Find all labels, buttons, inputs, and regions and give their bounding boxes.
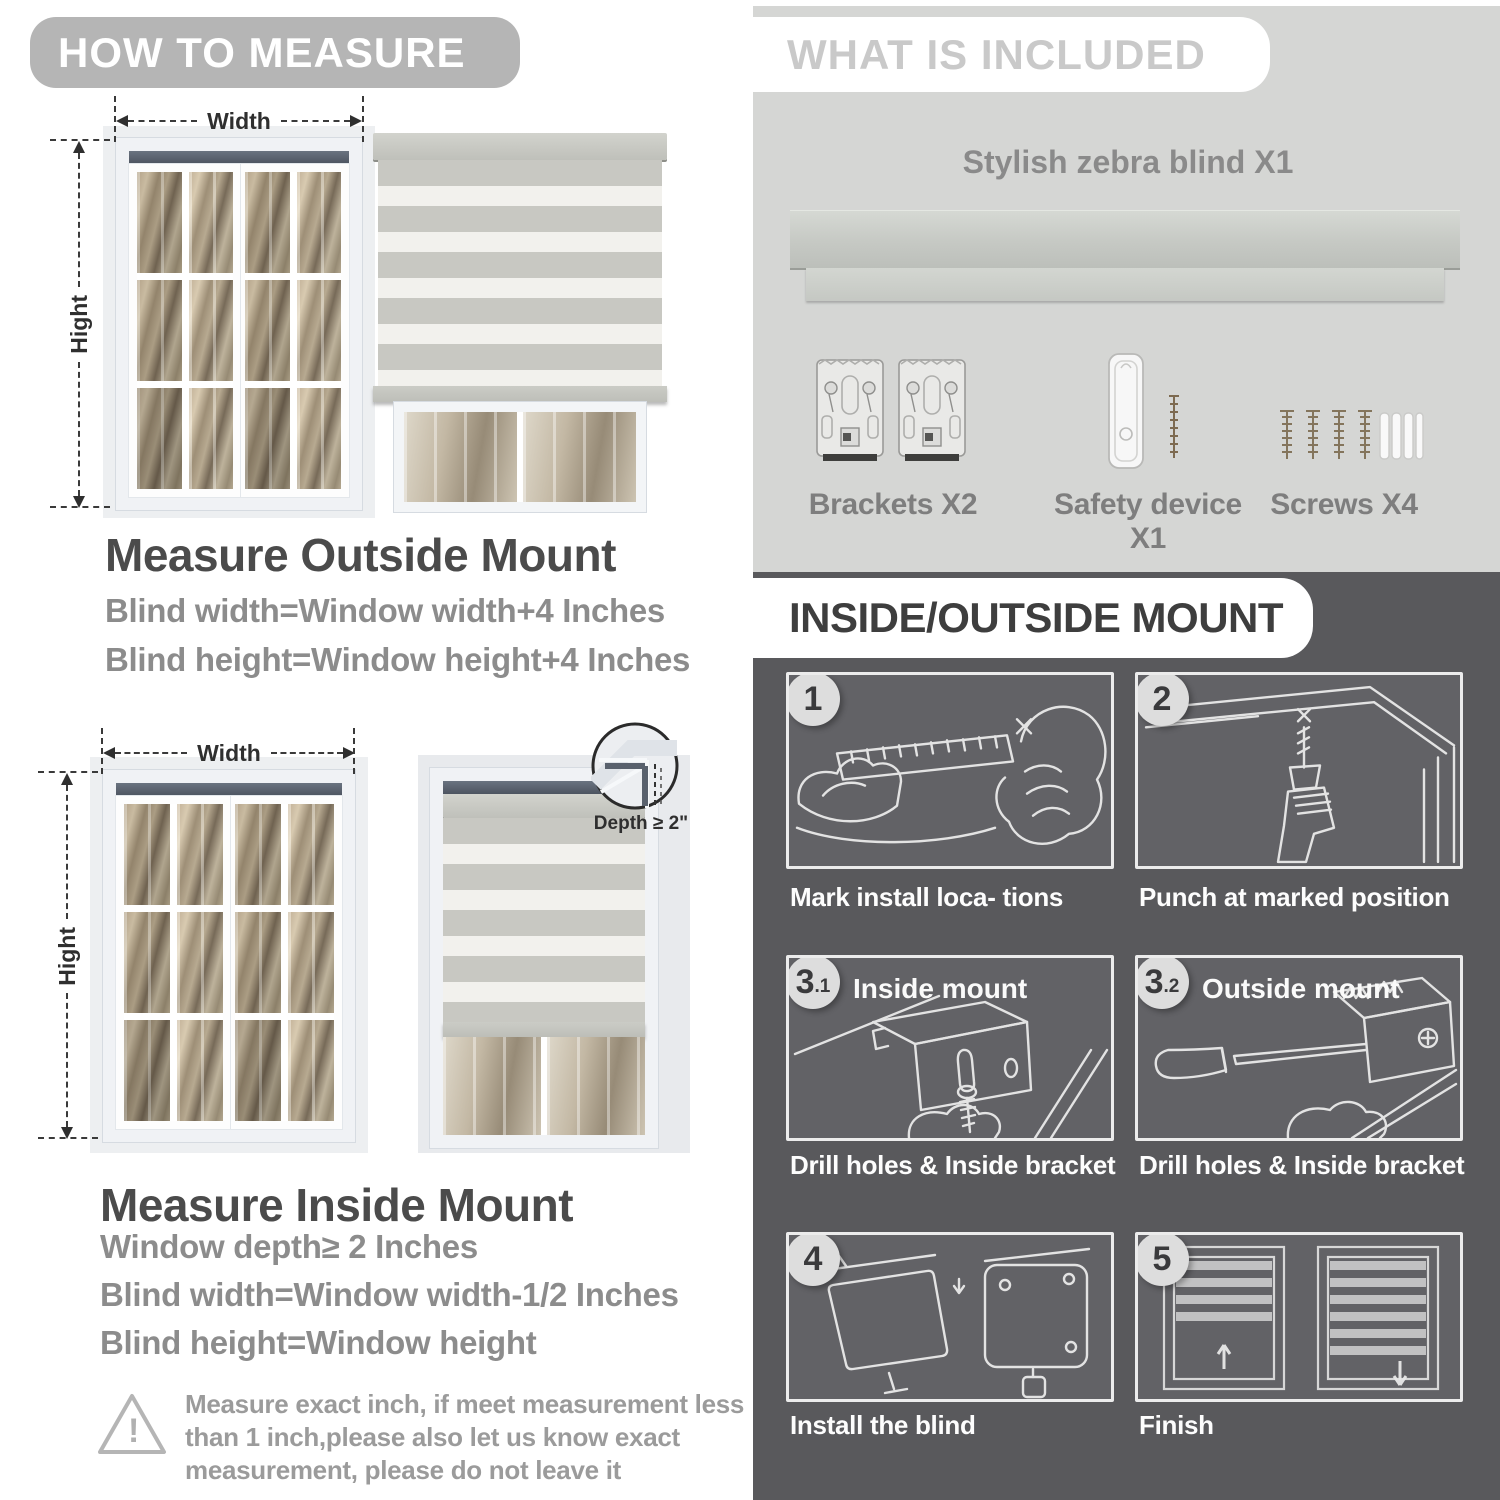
- dimension-endline: [362, 96, 364, 142]
- brackets-icon: [813, 354, 973, 466]
- inside-mount-line-2: Blind width=Window width-1/2 Inches: [100, 1276, 679, 1313]
- window-pane: [443, 1037, 541, 1135]
- window-pane: [235, 804, 281, 905]
- window-photo: [116, 138, 362, 510]
- inside-outside-mount-header: INSIDE/OUTSIDE MOUNT: [753, 578, 1313, 658]
- mount-instructions-section: [753, 572, 1500, 1500]
- width-dimension: [116, 109, 362, 133]
- window-pane: [297, 388, 342, 489]
- brackets-label: Brackets X2: [808, 488, 978, 521]
- dash-line: [66, 993, 68, 1127]
- window-top-slat: [116, 783, 342, 796]
- warning-exclamation: !: [128, 1412, 140, 1450]
- step-number: 1: [803, 679, 823, 718]
- step-panel-1: [786, 672, 1114, 869]
- window-pane: [124, 1020, 170, 1121]
- arrow-up-icon: [73, 141, 85, 153]
- what-is-included-section: [753, 6, 1500, 572]
- dimension-tick: [38, 771, 98, 773]
- warning-line-3: measurement, please do not leave it: [185, 1455, 621, 1485]
- zebra-blind-shade: [443, 818, 645, 1022]
- zebra-blind-headrail-image: [790, 210, 1460, 268]
- width-dimension: [103, 741, 355, 765]
- inside-mount-line-1: Window depth≥ 2 Inches: [100, 1228, 478, 1265]
- warning-line-1: Measure exact inch, if meet measurement less: [185, 1389, 745, 1419]
- dash-line: [78, 362, 80, 496]
- step-number: 3: [1144, 962, 1164, 1001]
- blind-headrail: [373, 133, 667, 160]
- outside-mount-heading: Measure Outside Mount: [105, 529, 616, 581]
- step-title: Outside mount: [1202, 973, 1400, 1004]
- outside-mount-line-1: Blind width=Window width+4 Inches: [105, 592, 665, 629]
- window-under-blind: [394, 402, 646, 512]
- window-pane: [189, 280, 234, 381]
- window-pane: [137, 280, 182, 381]
- dash-line: [281, 120, 350, 122]
- window-photo: [103, 770, 355, 1142]
- window-pane: [404, 412, 517, 502]
- height-label: Hight: [53, 926, 80, 986]
- step-number-badge: [1135, 672, 1189, 726]
- step-number: 3: [795, 962, 815, 1001]
- step-caption-3-1: Drill holes & Inside bracket: [790, 1150, 1116, 1180]
- window-pane: [297, 172, 342, 273]
- window-pane: [124, 804, 170, 905]
- step-number: 2: [1152, 679, 1172, 718]
- dash-line: [115, 752, 187, 754]
- window-pane: [177, 912, 223, 1013]
- window-pane: [124, 912, 170, 1013]
- window-pane: [288, 1020, 334, 1121]
- what-is-included-header: WHAT IS INCLUDED: [753, 17, 1270, 92]
- step-number-badge: [786, 672, 840, 726]
- window-door: [116, 796, 231, 1129]
- step-caption-5: Finish: [1139, 1410, 1214, 1440]
- step-panel-3-2: [1135, 955, 1463, 1141]
- arrow-up-icon: [61, 773, 73, 785]
- window-pane: [235, 1020, 281, 1121]
- window-pane: [245, 280, 290, 381]
- safety-device-label: Safety device X1: [1054, 488, 1242, 555]
- window-under-blind: [443, 1037, 645, 1135]
- blind-bottom-rail: [373, 386, 667, 402]
- screws-icon: [1272, 405, 1424, 467]
- window-pane: [288, 804, 334, 905]
- dimension-endline: [353, 728, 355, 774]
- dimension-tick: [38, 1137, 98, 1139]
- step-subnumber: .1: [814, 976, 831, 997]
- step-panel-3-1: [786, 955, 1114, 1141]
- arrow-right-icon: [350, 115, 362, 127]
- warning-line-2: than 1 inch,please also let us know exact: [185, 1422, 680, 1452]
- depth-magnifier-inset: [591, 722, 679, 810]
- outside-mount-line-2: Blind height=Window height+4 Inches: [105, 641, 691, 678]
- dash-line: [271, 752, 343, 754]
- step-caption-1: Mark install loca- tions: [790, 882, 1064, 912]
- step-subnumber: .2: [1163, 976, 1180, 997]
- dimension-tick: [50, 506, 110, 508]
- step-number-badge: [1135, 1232, 1189, 1286]
- window-pane: [137, 172, 182, 273]
- width-label: Width: [207, 107, 271, 134]
- window-pane: [547, 1037, 645, 1135]
- window-pane: [235, 912, 281, 1013]
- window-pane: [137, 388, 182, 489]
- depth-label: Depth ≥ 2": [593, 813, 689, 834]
- step-title: Inside mount: [853, 973, 1028, 1004]
- step-number-badge: [1135, 955, 1189, 1009]
- step-panel-4: [786, 1232, 1114, 1402]
- product-name: Stylish zebra blind X1: [962, 144, 1294, 180]
- step-panel-5: [1135, 1232, 1463, 1402]
- height-label: Hight: [65, 295, 92, 354]
- window-pane: [523, 412, 636, 502]
- window-pane: [177, 804, 223, 905]
- zebra-blind-headrail-lip: [806, 268, 1444, 301]
- dash-line: [128, 120, 197, 122]
- width-label: Width: [197, 739, 261, 766]
- window-top-slat: [129, 151, 349, 164]
- window-pane: [189, 388, 234, 489]
- step-number-badge: [786, 1232, 840, 1286]
- window-pane: [189, 172, 234, 273]
- inside-mount-line-3: Blind height=Window height: [100, 1324, 537, 1361]
- dimension-tick: [50, 139, 110, 141]
- step-caption-3-2: Drill holes & Inside bracket: [1139, 1150, 1465, 1180]
- step-caption-2: Punch at marked position: [1139, 882, 1450, 912]
- window-pane: [288, 912, 334, 1013]
- safety-device-icon: [1101, 350, 1191, 474]
- step-number: 5: [1152, 1239, 1172, 1278]
- dimension-endline: [114, 96, 116, 142]
- arrow-left-icon: [103, 747, 115, 759]
- window-pane: [297, 280, 342, 381]
- window-pane: [245, 388, 290, 489]
- inside-mount-heading: Measure Inside Mount: [100, 1179, 574, 1231]
- dash-line: [66, 785, 68, 919]
- step-caption-4: Install the blind: [790, 1410, 976, 1440]
- window-sashes: [116, 796, 342, 1129]
- window-door: [231, 796, 342, 1129]
- step-number-badge: [786, 955, 840, 1009]
- window-door: [129, 164, 241, 497]
- dimension-endline: [101, 728, 103, 774]
- window-door: [241, 164, 349, 497]
- zebra-blind-shade: [378, 160, 662, 386]
- screws-label: Screws X4: [1270, 488, 1418, 521]
- blind-bottom-rail: [443, 1022, 645, 1037]
- window-sashes: [129, 164, 349, 497]
- step-panel-2: [1135, 672, 1463, 869]
- step-number: 4: [803, 1239, 823, 1278]
- height-dimension: [54, 773, 80, 1139]
- window-pane: [177, 1020, 223, 1121]
- how-to-measure-header: HOW TO MEASURE: [30, 17, 520, 88]
- height-dimension: [66, 141, 92, 508]
- arrow-left-icon: [116, 115, 128, 127]
- dash-line: [78, 153, 80, 287]
- window-pane: [245, 172, 290, 273]
